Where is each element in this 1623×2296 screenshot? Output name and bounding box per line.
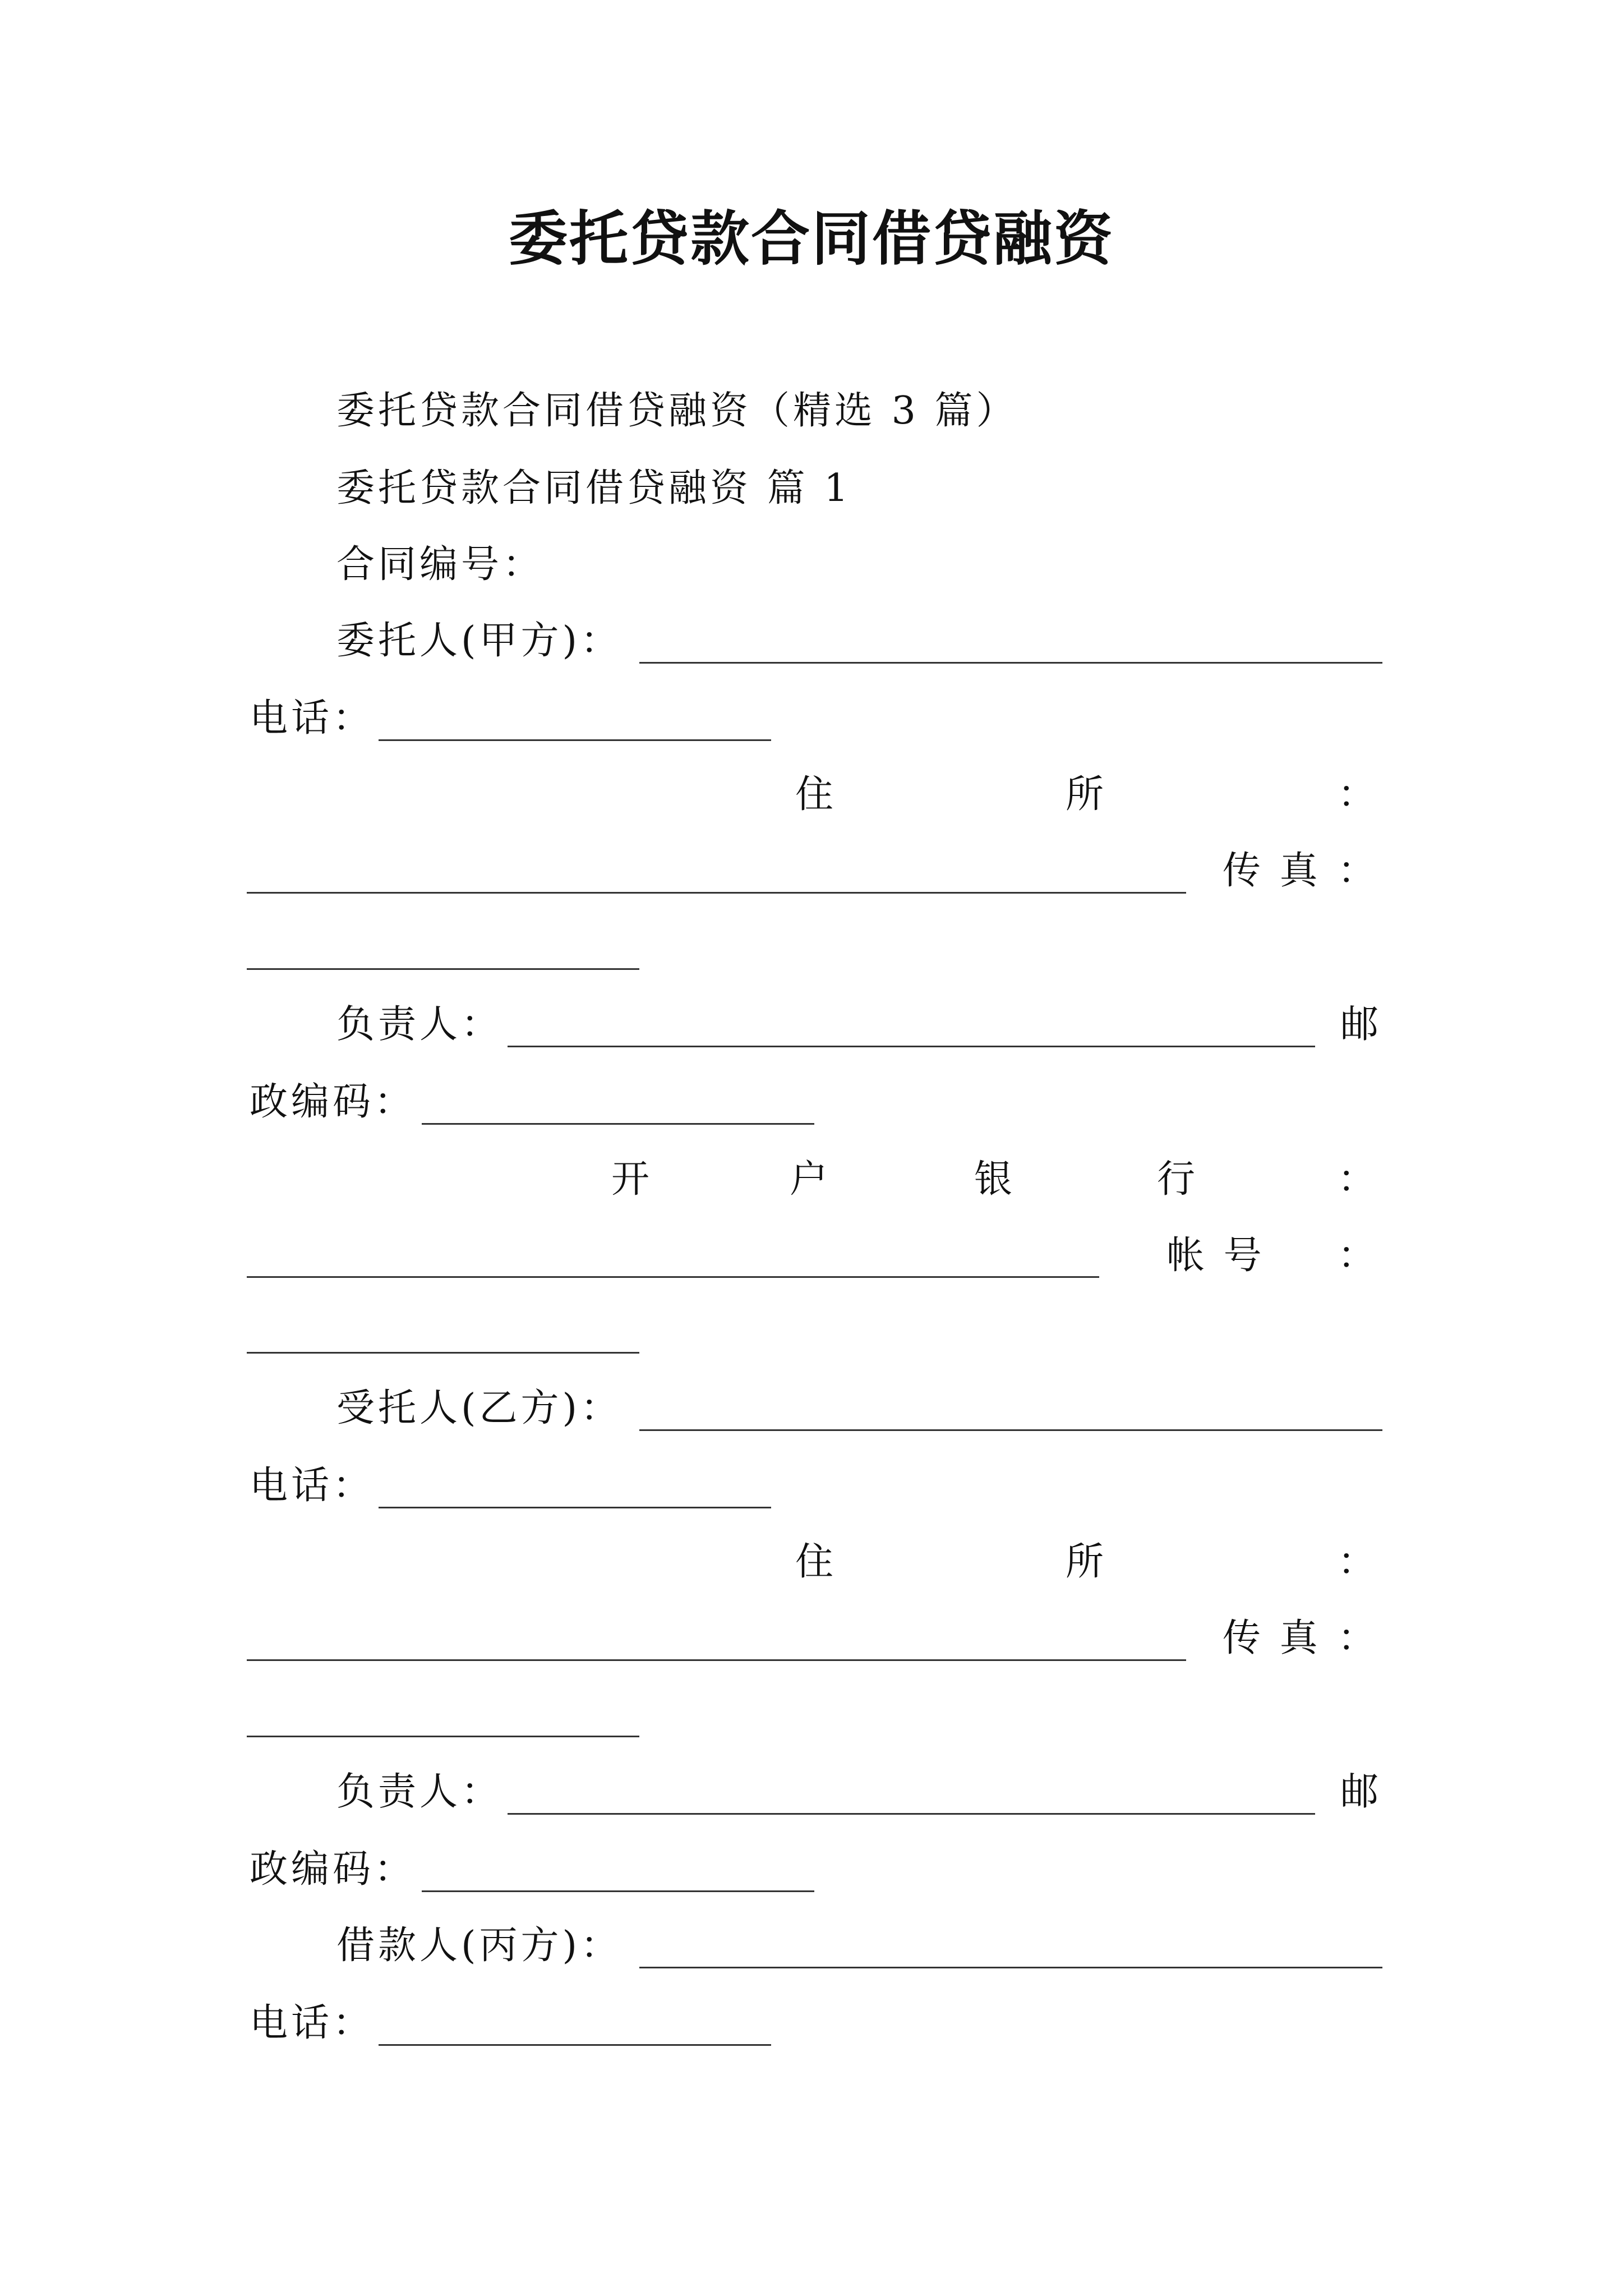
party-b-phone-blank	[379, 1507, 771, 1508]
document-title: 委托贷款合同借贷融资	[508, 204, 1114, 273]
party-b-address-colon: ：	[1338, 1540, 1376, 1584]
party-a-postal-blank	[422, 1123, 814, 1125]
party-a-address-blank	[247, 892, 1186, 894]
party-b-postal-label: 政编码：	[250, 1847, 416, 1892]
party-b-name-blank	[639, 1429, 1382, 1431]
party-a-account-colon: ：	[1338, 1234, 1376, 1278]
party-b-principal-label: 负责人：	[336, 1770, 503, 1814]
party-a-name-blank	[639, 662, 1382, 664]
party-a-account-label: 帐 号	[1166, 1234, 1265, 1278]
party-b-postal-blank	[422, 1890, 814, 1892]
party-b-address-char-2: 所	[1066, 1540, 1104, 1584]
party-b-phone-label: 电话：	[250, 1464, 375, 1508]
party-a-bank-blank	[247, 1276, 1099, 1278]
party-a-fax-colon: ：	[1338, 849, 1376, 893]
party-b-fax-colon: ：	[1338, 1616, 1376, 1660]
party-c-label: 借款人(丙方)：	[336, 1924, 623, 1968]
contract-number-label: 合同编号：	[336, 542, 545, 587]
document-subtitle: 委托贷款合同借贷融资（精选 3 篇）	[336, 389, 1018, 433]
party-c-name-blank	[639, 1967, 1382, 1968]
party-b-address-blank	[247, 1659, 1186, 1661]
party-b-fax-label: 传 真	[1223, 1616, 1321, 1660]
party-a-bank-char-3: 银	[974, 1157, 1013, 1202]
party-a-bank-char-4: 行	[1157, 1157, 1196, 1202]
party-a-bank-char-2: 户	[790, 1157, 828, 1202]
section-heading: 委托贷款合同借贷融资 篇 1	[336, 466, 852, 510]
party-a-phone-label: 电话：	[250, 696, 375, 740]
party-c-phone-label: 电话：	[250, 2001, 375, 2045]
party-a-fax-blank	[247, 968, 639, 970]
party-b-principal-blank	[508, 1813, 1315, 1815]
party-b-fax-blank	[247, 1736, 639, 1737]
party-a-postal-label: 政编码：	[250, 1080, 416, 1124]
party-c-phone-blank	[379, 2044, 771, 2046]
party-b-label: 受托人(乙方)：	[336, 1386, 623, 1430]
party-b-address-char-1: 住	[795, 1540, 834, 1584]
party-a-postal-char: 邮	[1340, 1002, 1379, 1047]
party-a-bank-char-1: 开	[611, 1157, 650, 1202]
party-a-fax-label: 传 真	[1223, 849, 1321, 893]
party-a-principal-label: 负责人：	[336, 1002, 503, 1047]
party-a-bank-colon: ：	[1338, 1157, 1376, 1202]
party-a-label: 委托人(甲方)：	[336, 619, 623, 663]
party-a-address-char-1: 住	[795, 772, 834, 817]
party-b-postal-char: 邮	[1340, 1770, 1379, 1814]
party-a-principal-blank	[508, 1046, 1315, 1047]
party-a-account-blank	[247, 1352, 639, 1354]
party-a-phone-blank	[379, 739, 771, 741]
party-a-address-char-2: 所	[1066, 772, 1104, 817]
party-a-address-colon: ：	[1338, 772, 1376, 817]
